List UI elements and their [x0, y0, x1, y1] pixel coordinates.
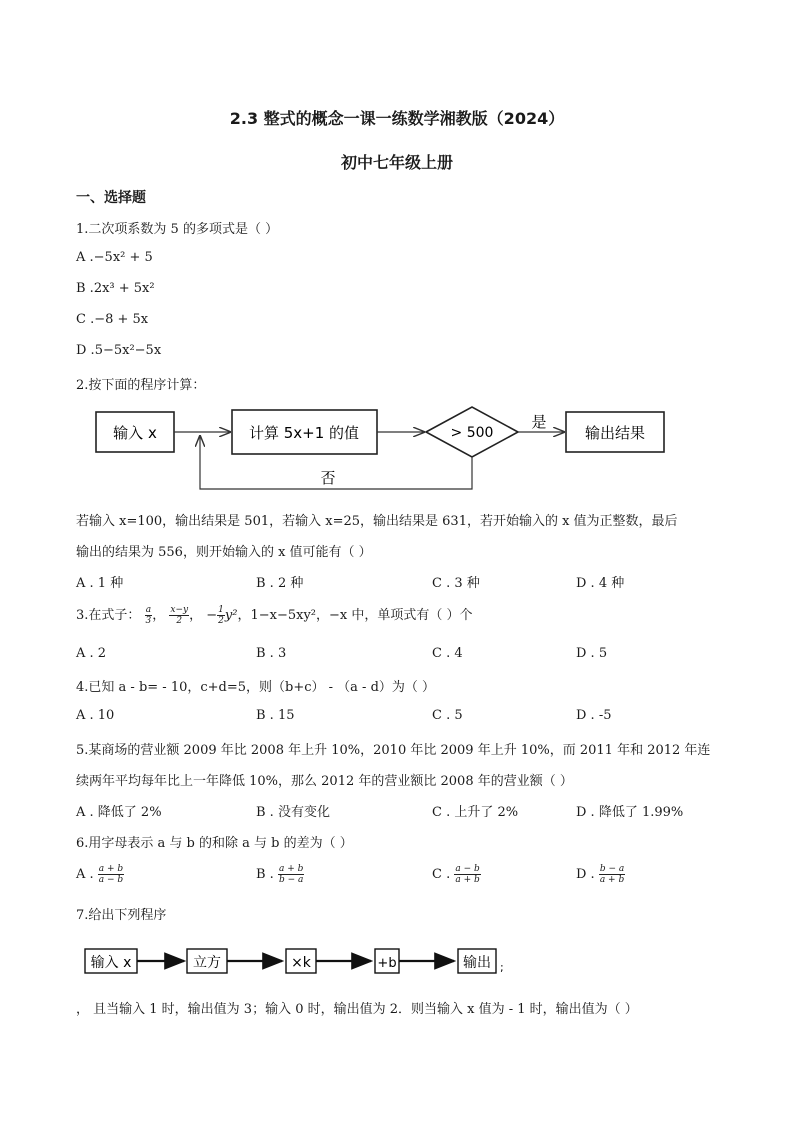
q7-multiply-label: ×k	[291, 955, 311, 971]
q2-option-a: A . 1 种	[76, 576, 124, 591]
q6-options	[76, 864, 756, 892]
q3-stem-mid: ，1−x−5xy²，−x 中，单项式有（ ）个	[237, 608, 473, 623]
q6-option-b-fraction: $\frac{a + b}{b - a}$	[278, 864, 304, 885]
q6-option-b-label: B .	[256, 867, 274, 882]
flow-yes-label: 是	[531, 413, 547, 431]
flow-compute-label: 计算 5x+1 的值	[248, 424, 360, 442]
q5-options	[76, 801, 756, 821]
q2-options	[76, 572, 756, 592]
q1-option-b: B .2x³ + 5x²	[76, 281, 155, 296]
q4-options	[76, 708, 756, 728]
q4-option-a: A . 10	[76, 708, 115, 723]
q7-stem: 7.给出下列程序	[76, 908, 167, 923]
q1-option-a: A .−5x² + 5	[76, 250, 153, 265]
q6-option-c-fraction: $\frac{a - b}{a + b}$	[455, 864, 480, 885]
q7-add-label: +b	[377, 956, 397, 971]
q2-option-b: B . 2 种	[256, 576, 304, 591]
q6-option-b	[256, 864, 304, 885]
q3-option-b: B . 3	[256, 646, 287, 661]
q7-output-label: 输出	[463, 955, 491, 971]
fraction-one-half: $\frac{1}{2}$	[218, 605, 224, 626]
section-heading: 一、选择题	[76, 190, 146, 206]
q3-stem: 3.在式子： $\frac{a}{3}$ ， $\frac{x-y}{2}$ ， − $\frac{1}{2}$ y²，1−x−5xy²，−x 中，单项式有（ ）个	[76, 605, 473, 626]
q6-option-a-label: A .	[76, 867, 94, 882]
q2-option-d: D . 4 种	[576, 576, 625, 591]
flow-no-label: 否	[320, 469, 336, 487]
q4-stem: 4.已知 a - b= - 10，c+d=5，则（b+c） - （a - d）为（ ）	[76, 680, 436, 695]
q4-option-c: C . 5	[432, 708, 463, 723]
q6-option-a	[76, 864, 124, 885]
q1-stem: 1.二次项系数为 5 的多项式是（ ）	[76, 222, 279, 237]
q6-option-c-label: C .	[432, 867, 451, 882]
q2-flowchart	[90, 400, 680, 496]
q4-option-d: D . -5	[576, 708, 612, 723]
q3-option-c: C . 4	[432, 646, 463, 661]
q5-option-a: A . 降低了 2%	[76, 805, 162, 820]
doc-title: 2.3 整式的概念一课一练数学湘教版（2024）	[229, 109, 565, 128]
q6-option-d-fraction: $\frac{b - a}{a + b}$	[599, 864, 625, 885]
q2-stem: 2.按下面的程序计算：	[76, 378, 206, 393]
q2-text-2: 输出的结果为 556，则开始输入的 x 值可能有（ ）	[76, 545, 372, 560]
q4-option-b: B . 15	[256, 708, 295, 723]
q2-text-1: 若输入 x=100，输出结果是 501，若输入 x=25，输出结果是 631，若开始输入的 x 值为正整数，最后	[76, 514, 678, 529]
flow-decision-label: > 500	[450, 425, 494, 441]
q7-cube-label: 立方	[193, 955, 221, 971]
q6-option-d	[576, 864, 625, 885]
q6-option-d-label: D .	[576, 867, 595, 882]
fraction-x-minus-y-over-2: $\frac{x-y}{2}$	[170, 605, 189, 626]
q7-flowchart	[84, 944, 514, 978]
q3-options	[76, 646, 756, 666]
q7-text: ， 且当输入 1 时，输出值为 3；输入 0 时，输出值为 2．则当输入 x 值为 - 1 时，输出值为（ ）	[76, 1002, 638, 1017]
q2-option-c: C . 3 种	[432, 576, 480, 591]
q6-stem: 6.用字母表示 a 与 b 的和除 a 与 b 的差为（ ）	[76, 836, 353, 851]
q6-option-a-fraction: $\frac{a + b}{a - b}$	[98, 864, 124, 885]
svg-text:;: ;	[500, 961, 504, 974]
q7-input-label: 输入 x	[90, 955, 132, 971]
q1-option-d: D .5−5x²−5x	[76, 343, 162, 358]
flow-output-label: 输出结果	[584, 424, 646, 442]
doc-subtitle: 初中七年级上册	[340, 153, 453, 172]
q3-stem-prefix: 3.在式子：	[76, 608, 141, 623]
q5-option-d: D . 降低了 1.99%	[576, 805, 684, 820]
q3-option-d: D . 5	[576, 646, 608, 661]
q5-text-1: 5.某商场的营业额 2009 年比 2008 年上升 10%，2010 年比 2009 年上升 10%，而 2011 年和 2012 年连	[76, 743, 711, 758]
q5-option-c: C . 上升了 2%	[432, 805, 519, 820]
q3-option-a: A . 2	[76, 646, 107, 661]
flow-input-label: 输入 x	[113, 424, 157, 442]
q1-option-c: C .−8 + 5x	[76, 312, 149, 327]
fraction-a-over-3: $\frac{a}{3}$	[145, 605, 152, 626]
q6-option-c	[432, 864, 481, 885]
q5-option-b: B . 没有变化	[256, 805, 330, 820]
q5-text-2: 续两年平均每年比上一年降低 10%，那么 2012 年的营业额比 2008 年的营业额（ ）	[76, 774, 573, 789]
